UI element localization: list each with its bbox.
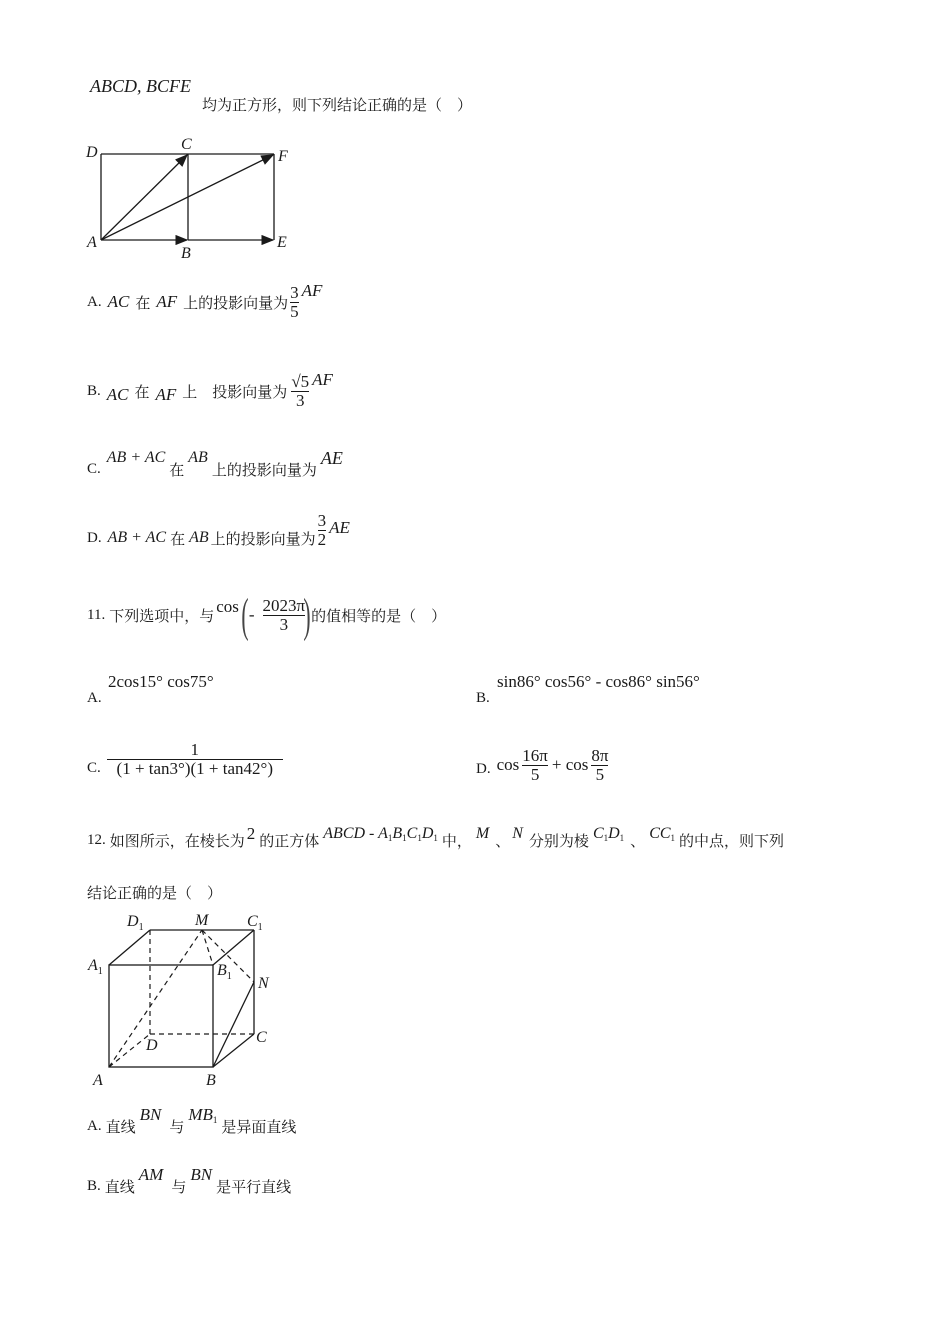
q12-stem-line2: 结论正确的是（ ）: [87, 886, 223, 902]
q12-stem-line1: 12. 如图所示，在棱长为 2 的正方体 ABCD - A $_1B_1C_1D_1$ 中， M 、 N 分别为棱 $C_1D_1$ 、 $CC_1$ 的中点，则下列: [87, 824, 785, 850]
label-C1: $C_1$: [247, 913, 263, 933]
q10-square-figure: [84, 132, 304, 262]
label-A: A: [93, 1072, 103, 1089]
q10-stem-text: 均为正方形，则下列结论正确的是（ ）: [202, 98, 473, 114]
label-D: D: [146, 1037, 158, 1054]
q11-stem: 11. 下列选项中，与 cos ( - $\frac{2023\pi}{3}$ ) 的值相等的是（ ）: [87, 588, 447, 642]
label-M: M: [195, 912, 209, 929]
q12-option-a: A. 直线 BN 与 $MB_1$ 是异面直线: [87, 1105, 297, 1136]
q11-option-a-letter: A.: [87, 690, 102, 706]
q10-option-b: B. AC 在 AF 上 投影向量为 $\frac{√5}{3}$ AF: [87, 370, 333, 410]
q11-option-d: D. cos $\frac{16\pi}{5}$ + cos $\frac{8\pi}{5}$: [476, 745, 609, 784]
label-B: B: [206, 1072, 216, 1089]
label-A: A: [87, 234, 97, 251]
q12-cube-figure: [84, 908, 284, 1093]
q10-option-c: C. AB + AC 在 AB 上的投影向量为 AE: [87, 447, 343, 479]
label-C: C: [256, 1029, 267, 1046]
label-N: N: [258, 975, 269, 992]
label-C: C: [181, 136, 192, 153]
q11-option-b-letter: B.: [476, 690, 490, 706]
label-B1: $B_1$: [217, 962, 232, 982]
q10-option-a: A. AC 在 AF 上的投影向量为 $\frac{3}{5}$ AF: [87, 281, 323, 321]
q12-option-b: B. 直线 AM 与 BN 是平行直线: [87, 1165, 292, 1196]
q11-option-a-expr: 2cos15° cos75°: [108, 672, 214, 691]
q10-stem-math: ABCD, BCFE: [90, 76, 191, 96]
label-F: F: [278, 148, 288, 165]
q11-option-b-expr: sin86° cos56° - cos86° sin56°: [497, 672, 700, 691]
label-B: B: [181, 245, 191, 262]
label-A1: $A_1$: [88, 957, 103, 977]
label-E: E: [277, 234, 287, 251]
q11-option-c: C. $\frac{1}{(1 + \tan 3^\circ)(1 + \tan 42^\circ)}$: [87, 732, 283, 786]
label-D: D: [86, 144, 98, 161]
q10-option-d: D. AB + AC 在 AB 上的投影向量为 $\frac{3}{2}$ AE: [87, 510, 350, 549]
label-D1: $D_1$: [127, 913, 144, 933]
